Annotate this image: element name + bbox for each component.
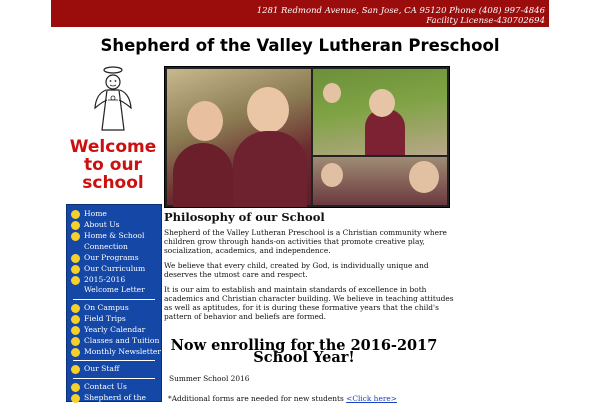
nav-label: Our Programs <box>84 253 139 262</box>
smiley-icon <box>71 337 80 346</box>
nav-item-monthly-newsletter[interactable] <box>67 347 161 358</box>
philosophy-title: Philosophy of our School <box>164 210 454 224</box>
nav-item-our-curriculum[interactable] <box>67 264 161 275</box>
welcome-line-3: school <box>66 174 160 192</box>
nav-item-our-programs[interactable] <box>67 253 161 264</box>
address-line: 1281 Redmond Avenue, San Jose, CA 95120 Phone (408) 997-4846 <box>257 6 545 16</box>
child-figure <box>369 89 395 117</box>
smiley-icon <box>71 348 80 357</box>
philosophy-paragraph-2: We believe that every child, created by God, is individually unique and deserves the utmost care and respect. <box>164 261 454 279</box>
nav-item-classes-tuition[interactable] <box>67 336 161 347</box>
nav-label: Field Trips <box>84 314 126 323</box>
smiley-icon <box>71 365 80 374</box>
smiley-icon <box>71 265 80 274</box>
nav-label: 2015-2016 Welcome Letter <box>84 275 145 295</box>
smiley-icon <box>71 276 80 285</box>
photo-panel-top-right <box>313 69 447 155</box>
nav-divider <box>73 299 155 300</box>
nav-item-yearly-calendar[interactable] <box>67 325 161 336</box>
smiley-icon <box>71 383 80 392</box>
enroll-line-1: Now enrolling for the 2016-2017 <box>164 340 444 352</box>
photo-panel-bottom-right <box>313 157 447 205</box>
nav-label: About Us <box>84 220 120 229</box>
child-shirt <box>173 143 233 208</box>
forms-notice <box>168 394 397 403</box>
nav-label: Our Curriculum <box>84 264 145 273</box>
nav-item-home[interactable] <box>67 209 161 220</box>
child-shirt <box>233 131 307 208</box>
enrollment-heading <box>164 340 444 364</box>
angel-logo-icon <box>92 64 134 134</box>
forms-text: *Additional forms are needed for new students <box>168 394 344 403</box>
smiley-icon <box>71 315 80 324</box>
nav-item-shepherd[interactable] <box>67 393 161 403</box>
philosophy-paragraph-1: Shepherd of the Valley Lutheran Preschool is a Christian community where children grow through hands-on activities that promote creative play, socialization, academics, and independence. <box>164 228 454 255</box>
summer-school-label: Summer School 2016 <box>169 374 249 383</box>
nav-label: Home <box>84 209 107 218</box>
nav-label: Classes and Tuition <box>84 336 159 345</box>
welcome-heading <box>66 138 160 192</box>
welcome-line-1: Welcome <box>66 138 160 156</box>
nav-item-home-school-connection[interactable] <box>67 231 161 252</box>
child-face <box>187 101 223 141</box>
forms-click-here-link[interactable]: <Click here> <box>346 394 397 403</box>
nav-label: On Campus <box>84 303 129 312</box>
smiley-icon <box>71 210 80 219</box>
nav-label: Yearly Calendar <box>84 325 145 334</box>
nav-item-field-trips[interactable] <box>67 314 161 325</box>
nav-divider <box>73 378 155 379</box>
smiley-icon <box>71 326 80 335</box>
child-figure <box>321 163 343 187</box>
nav-label: Monthly Newsletter <box>84 347 161 356</box>
enroll-line-2: School Year! <box>164 352 444 364</box>
nav-item-about-us[interactable] <box>67 220 161 231</box>
contact-info <box>257 6 545 26</box>
smiley-icon <box>71 304 80 313</box>
nav-item-on-campus[interactable] <box>67 303 161 314</box>
smiley-icon <box>71 394 80 403</box>
photo-panel-left <box>167 69 311 205</box>
child-face <box>247 87 289 133</box>
nav-label: Home & School Connection <box>84 231 144 251</box>
child-figure <box>409 161 439 193</box>
child-figure <box>323 83 341 103</box>
children-photo <box>164 66 450 208</box>
philosophy-section <box>164 210 454 327</box>
nav-item-welcome-letter[interactable] <box>67 275 161 296</box>
smiley-icon <box>71 221 80 230</box>
nav-label: Our Staff <box>84 364 119 373</box>
license-line: Facility License-430702694 <box>257 16 545 26</box>
sidebar-nav <box>66 204 162 402</box>
nav-label: Contact Us <box>84 382 127 391</box>
philosophy-paragraph-3: It is our aim to establish and maintain standards of excellence in both academics and Christian character building. We believe in teaching attitudes as well as aptitudes, for it is during these formative years that the child's pattern of behavior and beliefs are formed. <box>164 285 454 321</box>
nav-label: Shepherd of the <box>84 393 146 402</box>
header-bar <box>51 0 549 27</box>
nav-divider <box>73 360 155 361</box>
nav-item-our-staff[interactable] <box>67 364 161 375</box>
smiley-icon <box>71 232 80 241</box>
smiley-icon <box>71 254 80 263</box>
site-title: Shepherd of the Valley Lutheran Preschool <box>0 36 600 55</box>
welcome-line-2: to our <box>66 156 160 174</box>
nav-item-contact-us[interactable] <box>67 382 161 393</box>
